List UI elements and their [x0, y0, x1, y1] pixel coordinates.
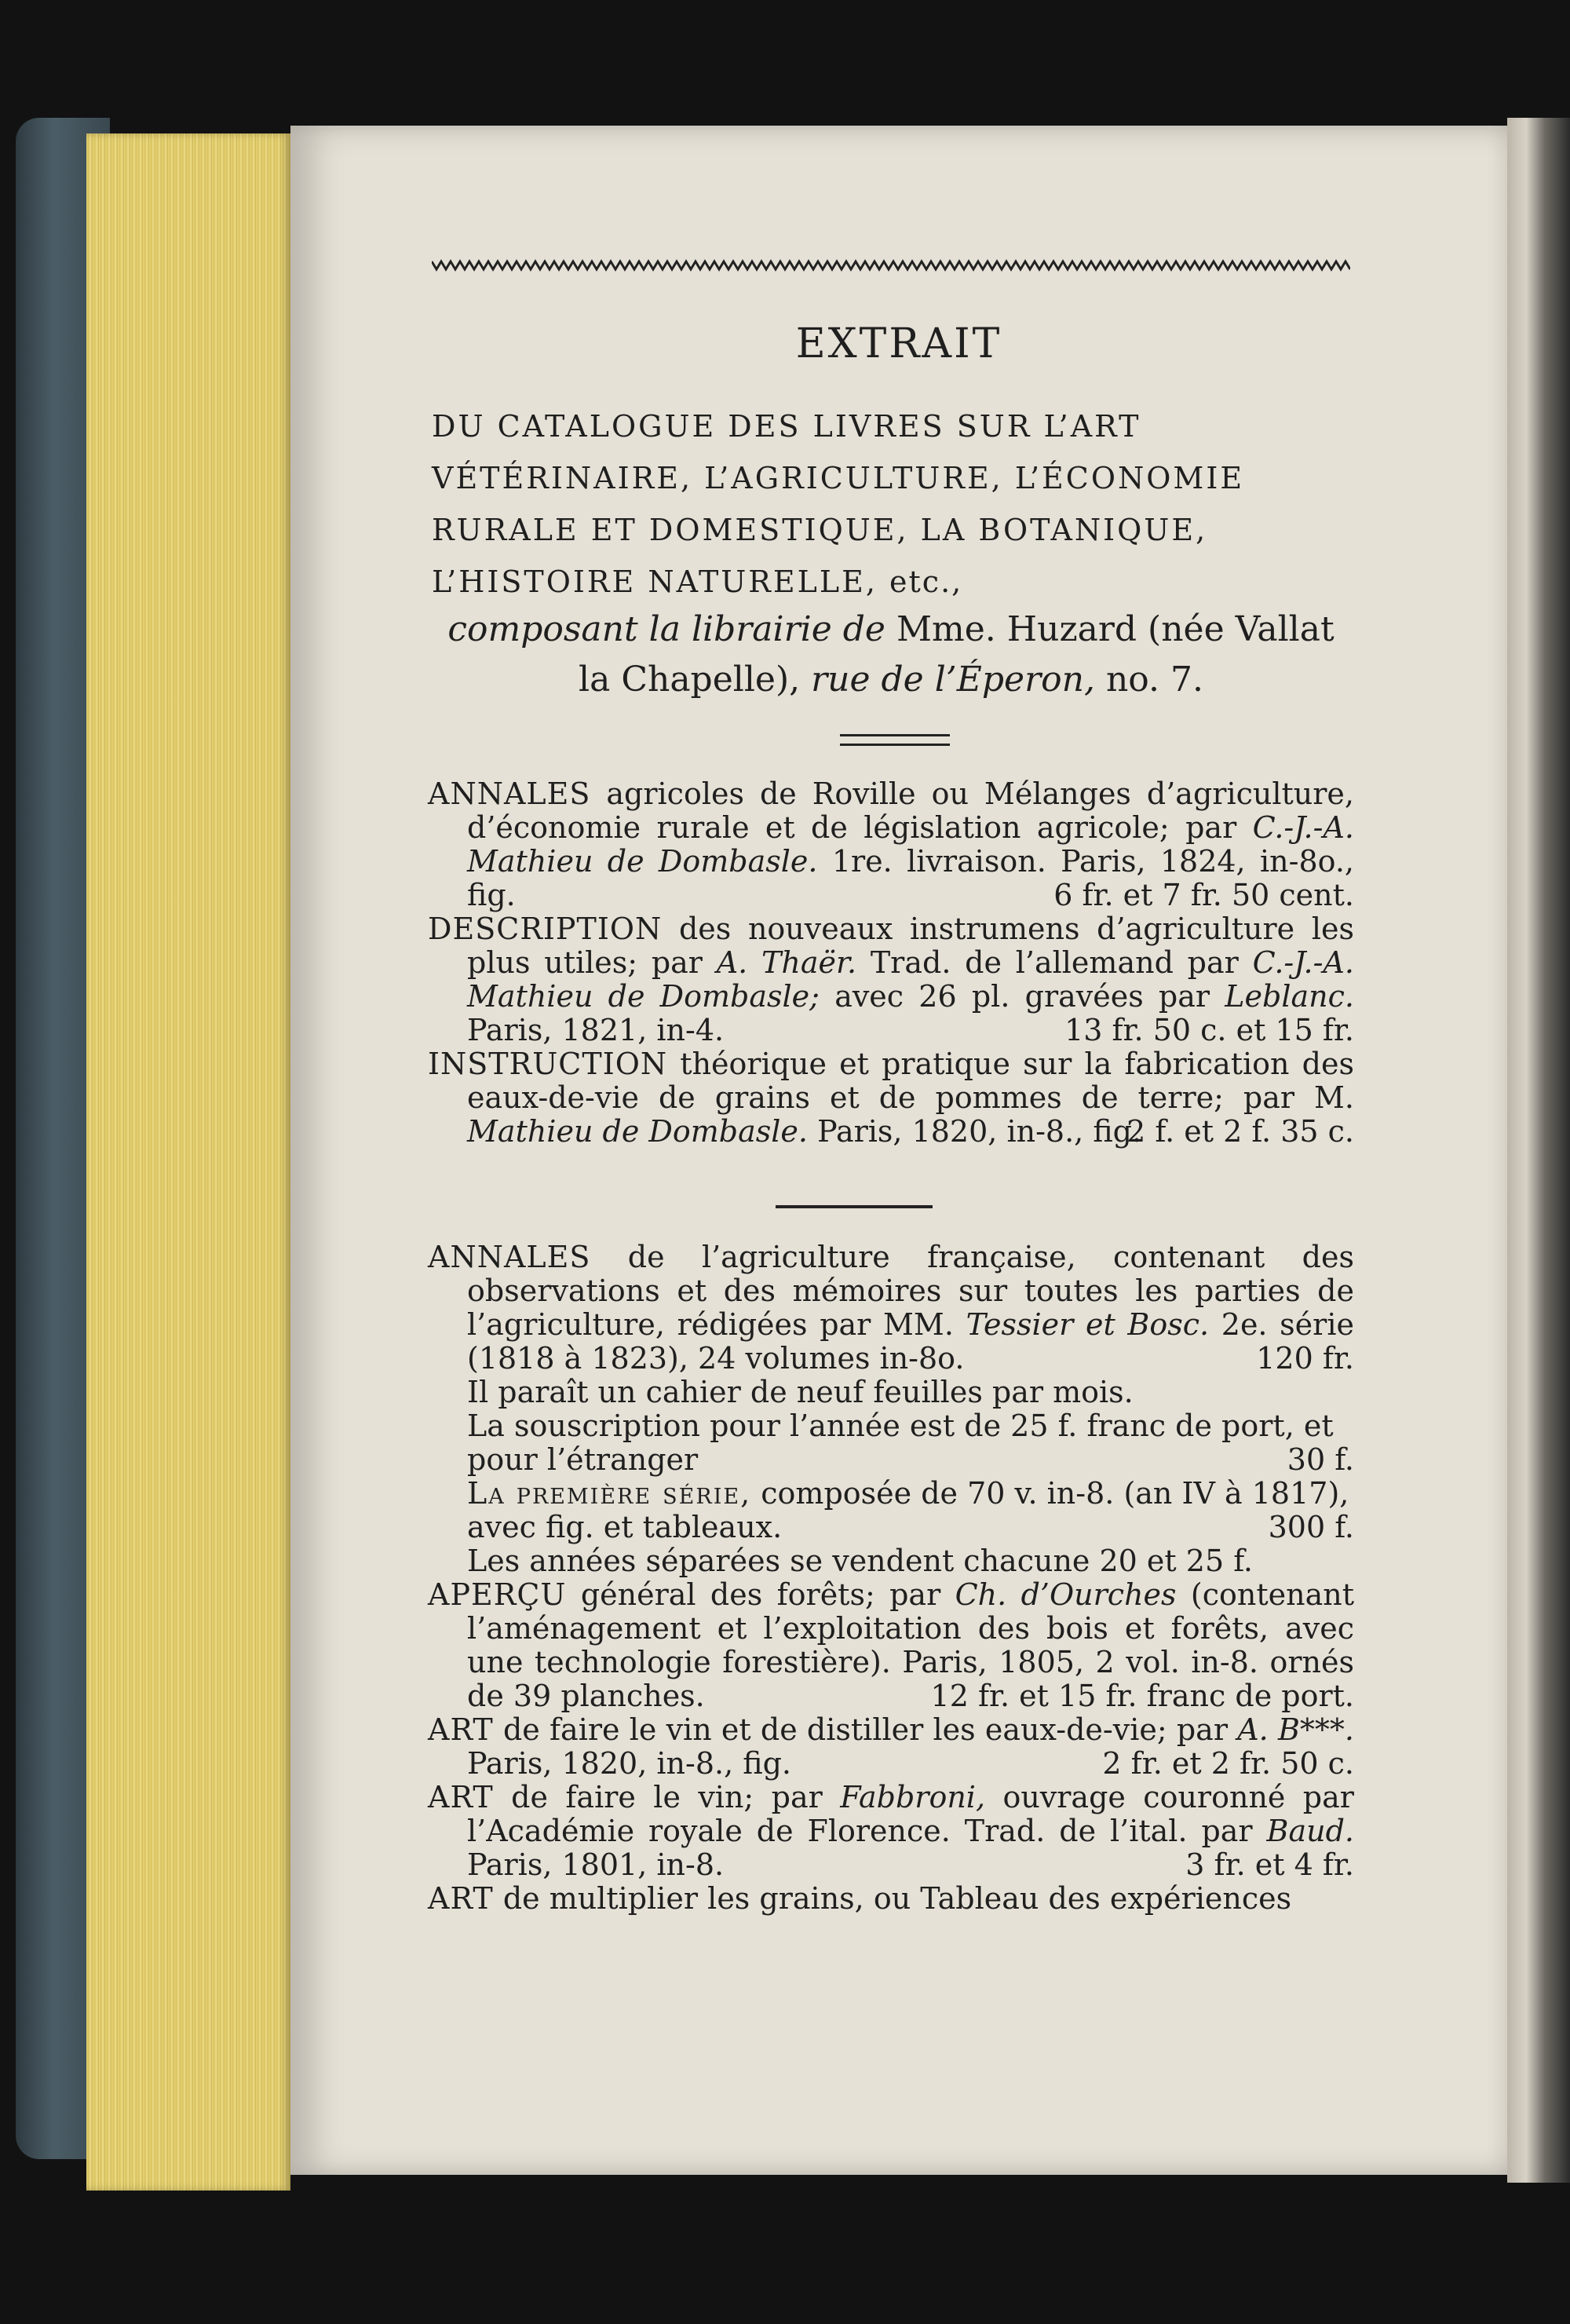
double-rule-divider	[840, 734, 950, 746]
note-price: 30 f.	[1287, 1442, 1354, 1477]
catalogue-entry	[428, 1047, 1354, 1149]
entry-heading: ART	[428, 1881, 494, 1916]
entry-text: de faire le vin; par	[511, 1780, 823, 1814]
publisher-intro: composant la librairie de	[447, 609, 885, 649]
catalogue-entry	[428, 1241, 1354, 1376]
entry-text: avec 26 pl. gravées par	[834, 979, 1210, 1014]
note-line	[428, 1477, 1354, 1544]
publisher-number: no. 7.	[1105, 660, 1203, 700]
entry-text: de faire le vin et de distiller les eaux-de-vie; par	[502, 1712, 1229, 1747]
catalogue-entry	[428, 1882, 1354, 1916]
entry-text: général des forêts; par	[580, 1577, 941, 1612]
note-line: Les années séparées se vendent chacune 20 et 25 f.	[467, 1544, 1253, 1578]
entry-heading: APERÇU	[428, 1577, 567, 1612]
subtitle-etc: etc.,	[889, 565, 963, 599]
entry-text: 1re. livraison. Paris, 1824, in-8o., fig.	[467, 844, 1354, 912]
note-price: 300 f.	[1268, 1510, 1354, 1544]
catalogue-subtitle	[432, 400, 1350, 608]
page-title: EXTRAIT	[795, 320, 1002, 367]
entry-text: Trad. de l’allemand par	[870, 945, 1239, 980]
entry-text: Paris, 1801, in-8.	[467, 1847, 725, 1882]
note-text: composée de 70 v. in-8. (an IV à 1817), avec fig. et tableaux.	[467, 1476, 1349, 1544]
entry-author: Fabbroni,	[840, 1780, 986, 1814]
entry-text: Paris, 1820, in-8., fig.	[467, 1746, 791, 1781]
note-line: Il paraît un cahier de neuf feuilles par mois.	[467, 1375, 1134, 1409]
entry-author: Tessier et Bosc.	[966, 1307, 1210, 1342]
entry-price: 2 f. et 2 f. 35 c.	[1126, 1114, 1354, 1149]
page-edges	[86, 133, 290, 2191]
entry-text: Paris, 1820, in-8., fig.	[817, 1114, 1142, 1149]
entry-heading: ANNALES	[428, 776, 591, 811]
entry-author: Baud.	[1266, 1814, 1354, 1848]
note-smallcaps: La première série,	[467, 1476, 752, 1511]
entry-author: C.-J.-A. Mathieu de Dombasle;	[467, 945, 1354, 1014]
catalogue-entry	[428, 912, 1354, 1047]
entries-group-2	[428, 1241, 1354, 1916]
note-text: La souscription pour l’année est de 25 f. franc de port, et pour l’étranger	[467, 1409, 1334, 1477]
entries-group-1	[428, 777, 1354, 1149]
entry-price: 6 fr. et 7 fr. 50 cent.	[1053, 878, 1354, 912]
catalogue-entry	[428, 1713, 1354, 1781]
entry-text: de l’agriculture française, contenant des observations et des mémoires sur toutes les parties de l’agriculture, rédigées par MM.	[467, 1240, 1354, 1342]
publisher-street: rue de l’Éperon,	[811, 660, 1095, 700]
note-line	[428, 1409, 1354, 1477]
single-rule-divider	[776, 1205, 933, 1208]
entry-text: de multiplier les grains, ou Tableau des expériences	[502, 1881, 1292, 1916]
entry-author: Mathieu de Dombasle.	[467, 1114, 808, 1149]
entry-price: 120 fr.	[1256, 1341, 1354, 1376]
entry-price: 13 fr. 50 c. et 15 fr.	[1064, 1013, 1354, 1047]
publisher-line	[432, 605, 1350, 705]
entry-text: agricoles de Roville ou Mélanges d’agriculture, d’économie rurale et de législation agricole; par	[467, 776, 1354, 845]
catalogue-entry	[428, 1781, 1354, 1882]
entry-price: 12 fr. et 15 fr. franc de port.	[930, 1679, 1354, 1713]
entry-price: 3 fr. et 4 fr.	[1185, 1847, 1354, 1882]
catalogue-entry	[428, 777, 1354, 912]
entry-heading: INSTRUCTION	[428, 1047, 668, 1081]
entry-heading: ART	[428, 1780, 494, 1814]
entry-price: 2 fr. et 2 fr. 50 c.	[1102, 1746, 1354, 1781]
book-cover-right	[1507, 118, 1570, 2183]
entry-text: (contenant l’aménagement et l’exploitation des bois et forêts, avec une technologie forestière). Paris, 1805, 2 vol. in-8. ornés de 39 planches.	[467, 1577, 1354, 1713]
entry-text: 2e. série (1818 à 1823), 24 volumes in-8o.	[467, 1307, 1354, 1376]
subtitle-caps: DU CATALOGUE DES LIVRES SUR L’ART VÉTÉRINAIRE, L’AGRICULTURE, L’ÉCONOMIE RURALE ET DOMESTIQUE, LA BOTANIQUE, L’HISTOIRE NATURELLE,	[432, 409, 1245, 599]
entry-author: C.-J.-A. Mathieu de Dombasle.	[467, 810, 1354, 879]
entry-author: A. B***.	[1237, 1712, 1354, 1747]
entry-author: Leblanc.	[1225, 979, 1354, 1014]
ornamental-border	[432, 259, 1350, 272]
entry-text: ouvrage couronné par l’Académie royale de Florence. Trad. de l’ital. par	[467, 1780, 1354, 1848]
book-page	[290, 126, 1507, 2175]
entry-heading: ANNALES	[428, 1240, 591, 1274]
entry-text: théorique et pratique sur la fabrication des eaux-de-vie de grains et de pommes de terre; par M.	[467, 1047, 1354, 1115]
entry-text: Paris, 1821, in-4.	[467, 1013, 725, 1047]
publisher-name: Mme. Huzard (née Vallat la Chapelle),	[579, 609, 1334, 700]
entry-heading: ART	[428, 1712, 494, 1747]
entry-author: Ch. d’Ourches	[955, 1577, 1177, 1612]
entry-text: des nouveaux instrumens d’agriculture les plus utiles; par	[467, 912, 1354, 980]
catalogue-entry	[428, 1578, 1354, 1713]
entry-heading: DESCRIPTION	[428, 912, 663, 946]
subscription-notes	[428, 1376, 1354, 1578]
entry-author: A. Thaër.	[716, 945, 857, 980]
